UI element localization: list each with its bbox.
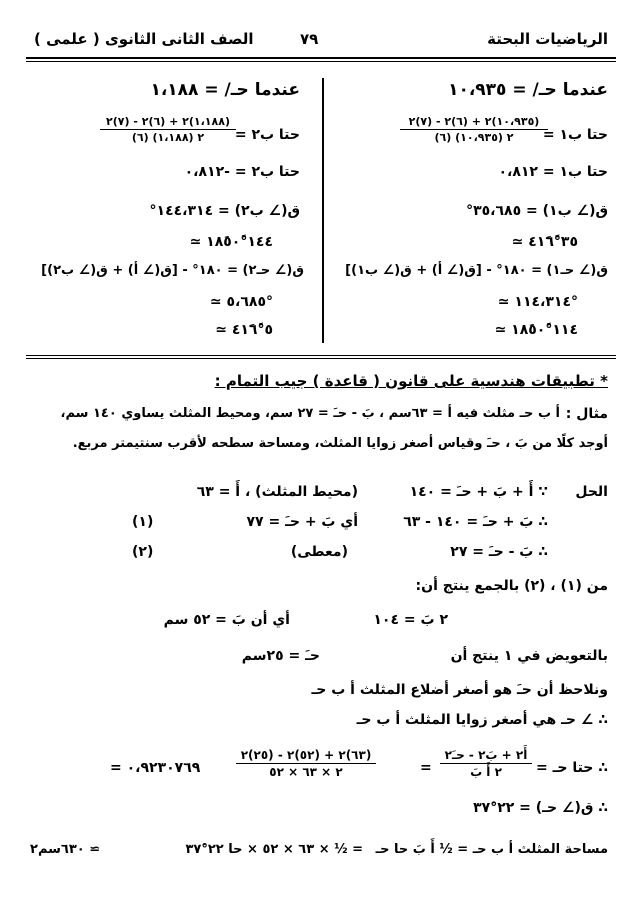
solution-area-result: ≃ ٦٣٠سم٢	[30, 842, 101, 857]
cosine-rule-fraction	[440, 748, 532, 779]
solution-line-5-b: أي أن بَ = ٥٢ سم	[163, 612, 290, 628]
right-cos-label: حتا ب١ =	[542, 127, 608, 143]
solution-line-9-equals: =	[420, 760, 432, 776]
left-angle-c-dms: ≃ ٥°٤١َ٦ً	[215, 322, 273, 338]
numeric-denominator: ٢ × ٦٣ × ٥٢	[269, 765, 343, 779]
solution-line-1-a: ∵ أَ + بَ + حـَ = ١٤٠	[409, 484, 548, 500]
left-cos-fraction	[100, 115, 236, 144]
left-case-heading: عندما حـ/ = ١،١٨٨	[150, 80, 300, 100]
left-angle-b: ق(∠ ب٢) = ١٤٤،٣١٤°	[149, 203, 300, 219]
solution-line-7: ونلاحظ أن حـَ هو أصغر أضلاع المثلث أ ب حـ	[311, 682, 608, 698]
right-angle-b: ق(∠ ب١) = ٣٥،٦٨٥°	[466, 203, 608, 219]
section-rule	[26, 355, 616, 356]
right-angle-b-dms: ≃ ٣٥°٤١َ٦ً	[511, 234, 578, 250]
right-cos-value: حتا ب١ = ٠،٨١٢	[498, 164, 608, 180]
left-cos-label: حتا ب٢ =	[234, 127, 300, 143]
solution-line-3-b: (معطى)	[290, 544, 348, 560]
solution-line-6-a: بالتعويض في ١ ينتج أن	[450, 648, 608, 664]
numeric-numerator: (٦٣)٢ + (٥٢)٢ - (٢٥)٢	[236, 748, 376, 764]
solution-area-formula: مساحة المثلث أ ب حـ = ½ أَ بَ حا حـ	[375, 842, 608, 857]
left-angle-b-dms: ≃ ١٤٤°١٨َ٥٠ً	[189, 234, 273, 250]
right-case-heading: عندما حـ/ = ١٠،٩٣٥	[448, 80, 608, 100]
cosine-rule-denominator: ٢ أَ بَ	[470, 765, 502, 779]
solution-eq-ref-1: (١)	[132, 514, 154, 530]
left-angle-c-value: ≃ ٥،٦٨٥°	[209, 294, 273, 310]
right-frac-denominator: ٢ (١٠،٩٣٥) (٦)	[434, 131, 514, 144]
solution-line-3-a: ∴ بَ - حـَ = ٢٧	[450, 544, 548, 560]
right-angle-c-value: ≃ ١١٤،٣١٤°	[497, 294, 578, 310]
example-line-1: أ ب حـ مثلث فيه أ = ٦٣سم ، بَ - حـَ = ٢٧ سم، ومحيط المثلث يساوي ١٤٠ سم،	[60, 406, 560, 421]
left-angle-c: ق(∠ حـ٢) = ١٨٠° - [ق(∠ أ) + ق(∠ ب٢)]	[41, 263, 304, 278]
header-grade: الصف الثانى الثانوى ( علمى )	[34, 30, 254, 48]
header-page-number: ٧٩	[300, 30, 319, 48]
right-angle-c-dms: ≃ ١١٤°١٨َ٥٠ً	[494, 322, 578, 338]
left-cos-value: حتا ب٢ = -٠،٨١٢	[184, 164, 300, 180]
solution-eq-ref-2: (٢)	[132, 544, 154, 560]
numeric-fraction	[236, 748, 376, 779]
header-rule-thin	[26, 61, 616, 62]
section-rule-thin	[26, 358, 616, 359]
cosine-rule-numerator: أَ٢ + بَ٢ - حـَ٢	[440, 748, 532, 764]
solution-line-9-result: = ٠،٩٢٣٠٧٦٩	[110, 760, 201, 776]
solution-line-5-a: ٢ بَ = ١٠٤	[373, 612, 448, 628]
left-frac-numerator: (١،١٨٨)٢ + (٦)٢ - (٧)٢	[100, 115, 236, 130]
solution-area-substitution: = ½ × ٦٣ × ٥٢ × حا ٢٢°٣٧َ	[185, 842, 363, 857]
example-label: مثال :	[565, 406, 608, 422]
solution-line-6-b: حـَ = ٢٥سم	[241, 648, 320, 664]
header-subject: الرياضيات البحتة	[487, 30, 608, 48]
solution-line-4: من (١) ، (٢) بالجمع ينتج أن:	[415, 578, 608, 594]
header-rule	[26, 57, 616, 59]
solution-line-1-b: (محيط المثلث) ، أَ = ٦٣	[196, 484, 358, 500]
right-cos-fraction	[400, 115, 548, 144]
right-angle-c: ق(∠ حـ١) = ١٨٠° - [ق(∠ أ) + ق(∠ ب١)]	[345, 263, 608, 278]
solution-line-8: ∴ ∠ حـ هي أصغر زوايا المثلث أ ب حـ	[356, 712, 608, 728]
example-line-2: أوجد كلًا من بَ ، حـَ وقياس أصغر زوايا المثلث، ومساحة سطحه لأقرب سنتيمتر مربع.	[72, 436, 608, 451]
section-title: * تطبيقات هندسية على قانون ( قاعدة ) جيب التمام :	[214, 372, 608, 390]
solution-line-9-label: ∴ حتا حـ =	[535, 760, 608, 776]
left-frac-denominator: ٢ (١،١٨٨) (٦)	[131, 131, 205, 144]
solution-line-2-b: أي بَ + حـَ = ٧٧	[246, 514, 358, 530]
solution-label: الحل	[575, 484, 608, 500]
solution-line-10: ∴ ق(∠ حـ) = ٢٢°٣٧َ	[473, 800, 608, 816]
solution-line-2-a: ∴ بَ + حـَ = ١٤٠ - ٦٣	[403, 514, 548, 530]
column-divider	[322, 78, 324, 343]
right-frac-numerator: (١٠،٩٣٥)٢ + (٦)٢ - (٧)٢	[400, 115, 548, 130]
